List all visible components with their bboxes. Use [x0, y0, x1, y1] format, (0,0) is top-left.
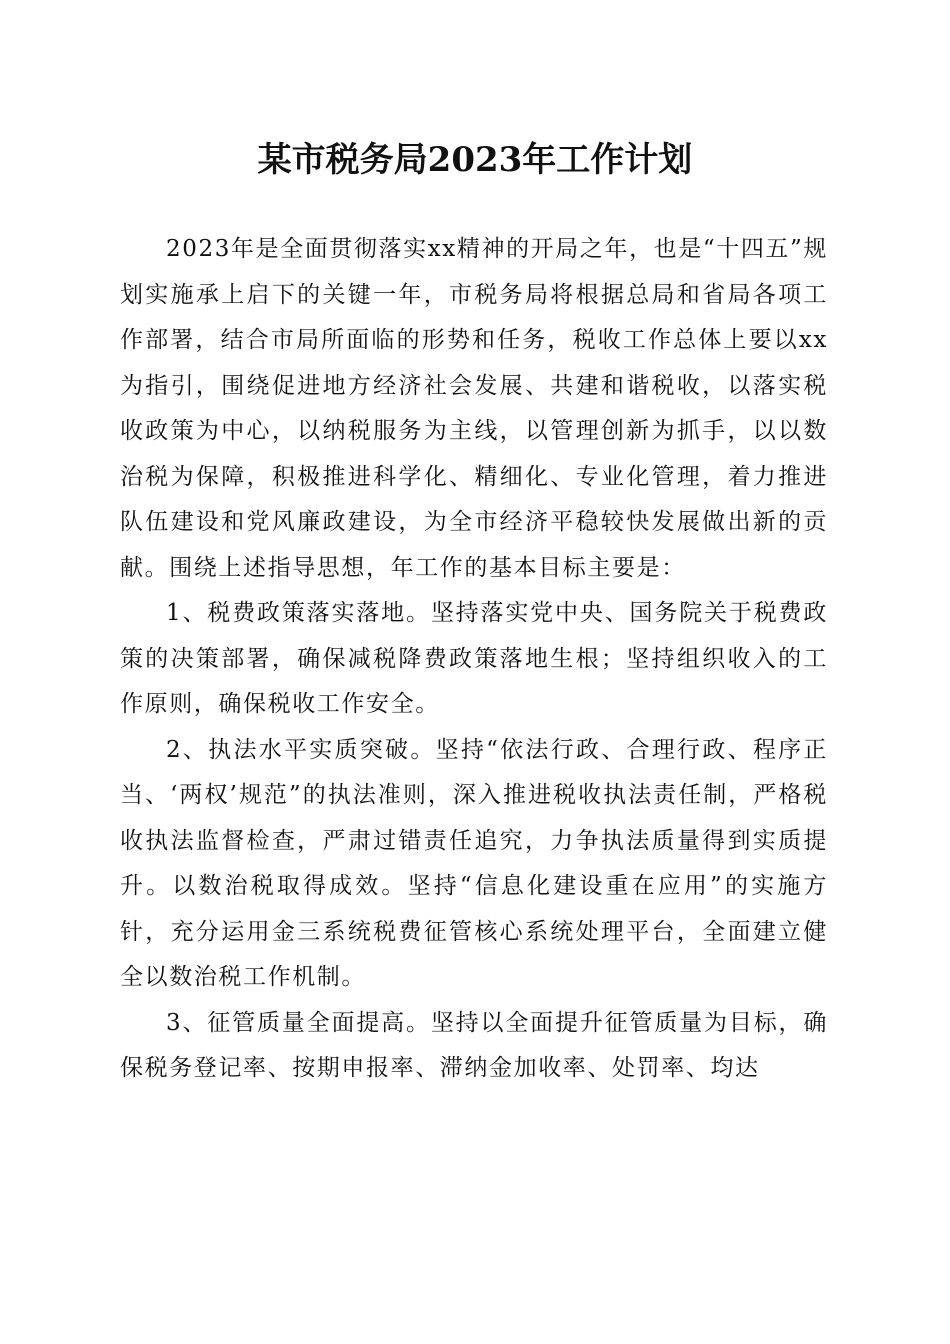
paragraph-item-1: 1、税费政策落实落地。坚持落实党中央、国务院关于税费政策的决策部署，确保减税降费政策落地生根；坚持组织收入的工作原则，确保税收工作安全。 — [120, 600, 828, 717]
document-title: 某市税务局2023年工作计划 — [257, 140, 693, 180]
paragraph-item-3: 3、征管质量全面提高。坚持以全面提升征管质量为目标，确保税务登记率、按期申报率、滞纳金加收率、处罚率、均达 — [120, 1009, 828, 1081]
document-body — [120, 227, 828, 1092]
paragraph-item-2: 2、执法水平实质突破。坚持“依法行政、合理行政、程序正当、‘两权’规范”的执法准则，深入推进税收执法责任制，严格税收执法监督检查，严肃过错责任追究，力争执法质量得到实质提升。以数治税取得成效。坚持“信息化建设重在应用”的实施方针，充分运用金三系统税费征管核心系统处理平台，全面建立健全以数治税工作机制。 — [120, 736, 828, 990]
paragraph-intro: 2023年是全面贯彻落实xx精神的开局之年，也是“十四五”规划实施承上启下的关键一年，市税务局将根据总局和省局各项工作部署，结合市局所面临的形势和任务，税收工作总体上要以xx为指引，围绕促进地方经济社会发展、共建和谐税收，以落实税收政策为中心，以纳税服务为主线，以管理创新为抓手，以以数治税为保障，积极推进科学化、精细化、专业化管理，着力推进队伍建设和党风廉政建设，为全市经济平稳较快发展做出新的贡献。围绕上述指导思想，年工作的基本目标主要是： — [120, 236, 828, 581]
